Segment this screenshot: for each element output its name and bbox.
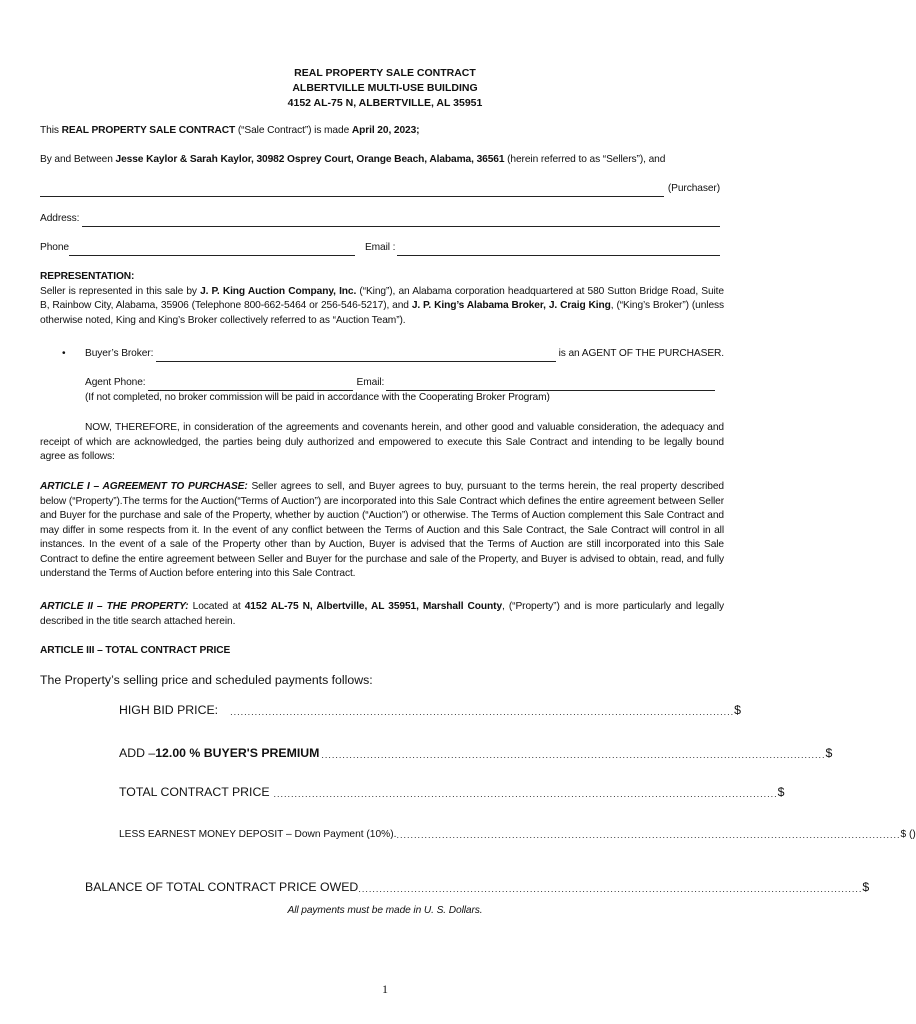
agent-email-field[interactable]	[386, 379, 715, 391]
sellers-name: Jesse Kaylor & Sarah Kaylor, 30982 Osprey Court, Orange Beach, Alabama, 36561	[115, 154, 505, 165]
dollar-sign: $	[734, 703, 741, 717]
phone-field[interactable]	[69, 244, 355, 256]
intro-line	[40, 124, 730, 139]
email-field[interactable]	[397, 244, 720, 256]
purchaser-label: (Purchaser)	[667, 183, 720, 194]
leader-dots: ................................................................................................................................................	[321, 750, 826, 760]
leader-dots: ................................................................................................................................................	[273, 789, 778, 799]
article-3-heading: ARTICLE III – TOTAL CONTRACT PRICE	[40, 645, 231, 656]
email-label: Email :	[364, 242, 396, 253]
agent-contact	[85, 376, 715, 405]
deposit-row	[119, 829, 916, 840]
page-number: 1	[382, 982, 388, 996]
balance-label: BALANCE OF TOTAL CONTRACT PRICE OWED	[85, 880, 359, 894]
total-price-label: TOTAL CONTRACT PRICE	[119, 785, 270, 799]
auction-company: J. P. King Auction Company, Inc.	[200, 285, 357, 297]
address-row	[40, 212, 720, 227]
price-intro: The Property’s selling price and scheduled payments follows:	[40, 673, 373, 687]
header-address: 4152 AL-75 N, ALBERTVILLE, AL 35951	[287, 97, 483, 109]
intro-mid: (“Sale Contract”) is made	[235, 125, 352, 136]
premium-pre: ADD –	[119, 746, 156, 760]
payment-note	[0, 904, 770, 919]
header-title: REAL PROPERTY SALE CONTRACT	[294, 67, 476, 79]
premium-label: 12.00 % BUYER'S PREMIUM	[155, 746, 320, 760]
dollar-sign: $	[777, 785, 785, 799]
purchaser-row	[40, 182, 720, 197]
article-1-heading: ARTICLE I – AGREEMENT TO PURCHASE:	[40, 481, 248, 492]
broker-note: (If not completed, no broker commission will be paid in accordance with the Cooperating Broker Program)	[85, 391, 550, 403]
buyers-broker-field[interactable]	[156, 350, 555, 362]
agent-email-label: Email:	[356, 377, 385, 388]
article-2: ARTICLE II – THE PROPERTY: Located at 4152 AL-75 N, Albertville, AL 35951, Marshall County, (“Property”) and is more particularly and legally described in the title search attached herein.	[40, 601, 724, 627]
contract-date: April 20, 2023;	[351, 125, 420, 136]
deposit-label: LESS EARNEST MONEY DEPOSIT – Down Payment (10%).	[119, 829, 397, 840]
purchaser-field[interactable]	[40, 185, 664, 197]
premium-row	[119, 746, 833, 760]
phone-email-row	[40, 241, 720, 256]
parties-post: (herein referred to as “Sellers”), and	[504, 154, 666, 165]
buyers-broker-row	[62, 347, 724, 362]
document-header	[0, 66, 770, 111]
agent-phone-label: Agent Phone:	[85, 377, 146, 388]
address-label: Address:	[40, 213, 80, 224]
article-1	[40, 480, 724, 582]
header-building: ALBERTVILLE MULTI-USE BUILDING	[292, 82, 478, 94]
total-price-row	[119, 785, 785, 799]
leader-dots: ................................................................................................................................................	[358, 884, 863, 894]
deposit-open: $ (	[900, 829, 913, 840]
buyers-broker-suffix: is an AGENT OF THE PURCHASER.	[558, 348, 724, 359]
phone-label: Phone	[40, 242, 69, 253]
agent-phone-field[interactable]	[148, 379, 353, 391]
high-bid-row	[119, 703, 741, 717]
dollar-sign: $	[862, 880, 870, 894]
whereas-paragraph: NOW, THEREFORE, in consideration of the agreements and covenants herein, and other good and valuable consideration, the adequacy and receipt of which are acknowledged, the parties being duly authorized and empowered to execute this Sale Contract and intending to be legally bound agree as follows:	[40, 422, 724, 462]
representation-heading: REPRESENTATION:	[40, 271, 135, 282]
broker-name: J. P. King’s Alabama Broker, J. Craig King	[411, 300, 611, 311]
bullet-icon: •	[62, 348, 66, 359]
article-2-heading: ARTICLE II – THE PROPERTY:	[40, 601, 189, 612]
parties-pre: By and Between	[40, 154, 116, 165]
payment-note-text: All payments must be made in U. S. Dollars.	[287, 905, 483, 916]
balance-row	[85, 880, 870, 894]
intro-pre: This	[40, 125, 62, 136]
article-1-text: Seller agrees to sell, and Buyer agrees to buy, pursuant to the terms herein, the real property described below (“Property”).The terms for the Auction(“Terms of Auction”) are incorporated into this Sale Contract which defines the entire agreement between Seller and Buyer for the purchase and sale of the Property, whether by auction (“Auction”) or otherwise. The Terms of Auction complement this Sale Contract and may differ in some respects from it. In the event of any conflict between the Terms of Auction and this Sale Contract, the Sale Contract will control in all instances. In the event of a sale of the Property other than by Auction, Buyer is advised that the Terms of Auction are still incorporated into this Sale Contract to define the entire agreement between Seller and Buyer for the purchase and sale of the Property, and Buyer is advised to obtain, read, and fully understand the Terms of Auction before entering into this Sale Contract.	[40, 481, 724, 579]
representation-text: Seller is represented in this sale by J. P. King Auction Company, Inc. (“King”), an Alabama corporation headquartered at 580 Sutton Bridge Road, Suite B, Rainbow City, Alabama, 35906 (Telephone 800-662-5464 or 256-546-5217), and J. P. King’s Alabama Broker, J. Craig King, (“King’s Broker”) (unless otherwise noted, King and King’s Broker collectively referred to as “Auction Team”).	[40, 285, 724, 326]
article-3-heading-row	[40, 644, 724, 659]
dollar-sign: $	[825, 746, 833, 760]
deposit-close: )	[912, 829, 916, 840]
property-location: 4152 AL-75 N, Albertville, AL 35951, Marshall County	[244, 601, 503, 612]
representation-section	[40, 270, 724, 328]
leader-dots: ................................................................................................................................................	[396, 830, 901, 840]
leader-dots: ................................................................................................................................................	[230, 707, 735, 717]
intro-title: REAL PROPERTY SALE CONTRACT	[61, 125, 236, 136]
address-field[interactable]	[82, 215, 720, 227]
high-bid-label: HIGH BID PRICE:	[119, 703, 219, 717]
buyers-broker-label: Buyer’s Broker:	[85, 348, 154, 359]
parties-line	[40, 153, 740, 168]
